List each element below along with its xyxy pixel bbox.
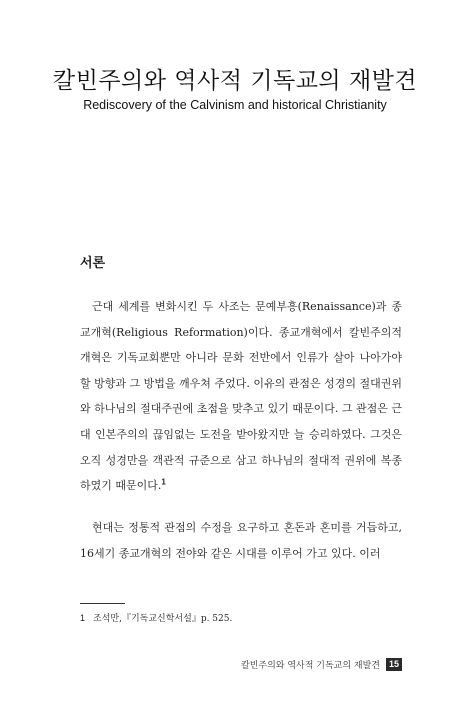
section-heading: 서론 [80,256,106,271]
running-title: 칼빈주의와 역사적 기독교의 재발견 [240,661,380,671]
paragraph-2-text: 현대는 정통적 관점의 수정을 요구하고 혼돈과 혼미를 거듭하고, 16세기 종교개혁의 전야와 같은 시대를 이루어 가고 있다. 이러 [80,521,402,560]
footnote-text: 조석만,『기독교신학서설』p. 525. [93,614,233,624]
chapter-subtitle-english: Rediscovery of the Calvinism and historical Christianity [83,98,387,112]
footnote [80,611,232,624]
page-number: 15 [386,658,402,671]
footnote-number: 1 [80,613,86,623]
paragraph-second [80,515,402,566]
paragraph-1-text: 근대 세계를 변화시킨 두 사조는 문예부흥(Renaissance)과 종교개혁(Religious Reformation)이다. 종교개혁에서 칼빈주의적 개혁은 기독교회뿐만 아니라 문화 전반에서 인류가 살아 나아가야 할 방향과 그 방법을 깨우쳐 주었다. 이유의 관점은 성경의 절대권위와 하나님의 절대주권에 초점을 맞추고 있기 때문이다. 그 관점은 근대 인본주의의 끊임없는 도전을 받아왔지만 늘 승리하였다. 그것은 오직 성경만을 객관적 규준으로 삼고 하나님의 절대적 권위에 복종하였기 때문이다. [80,300,402,493]
running-footer [241,658,402,671]
footnote-reference: 1 [161,477,166,487]
paragraph-introduction [80,294,402,499]
footnote-divider [80,603,125,604]
chapter-title: 칼빈주의와 역사적 기독교의 재발견 [52,68,418,94]
